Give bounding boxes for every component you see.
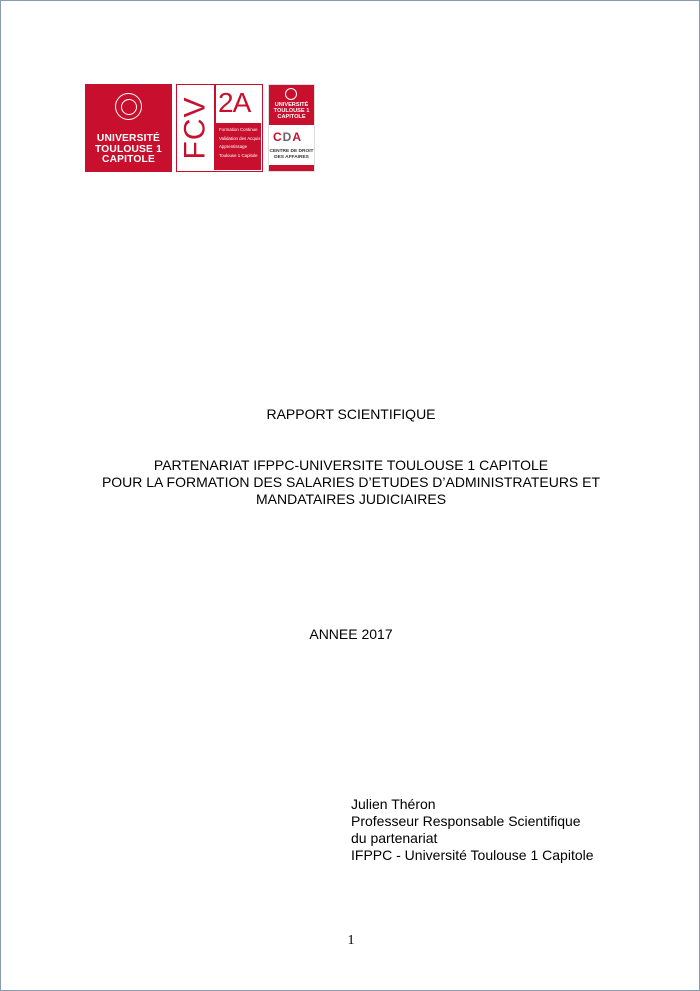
cda-seal-icon (285, 88, 297, 100)
author-role-line-1: Professeur Responsable Scientifique (351, 813, 581, 829)
author-role-line-3: IFPPC - Université Toulouse 1 Capitole (351, 847, 594, 863)
cda-letter-d: D (282, 130, 293, 144)
ut1-logo-line-1: UNIVERSITÉ (96, 133, 161, 144)
fcv-service-3: Apprentissage (219, 144, 248, 149)
cda-letters (273, 130, 302, 144)
fcv-letters: FCV (178, 96, 211, 159)
fcv2a-logo (176, 84, 263, 172)
fcv-2a-letters: 2A (218, 87, 251, 118)
report-title (1, 457, 700, 508)
cda-letter-c: C (273, 130, 283, 144)
cda-letter-a: A (292, 130, 303, 144)
cda-centre-line-2: DES AFFAIRES (274, 154, 309, 160)
author-block (351, 796, 594, 864)
fcv-services-box (216, 123, 261, 170)
ut1-logo-line-3: CAPITOLE (102, 154, 155, 165)
cda-logo-header (269, 85, 314, 125)
report-title-line-1: PARTENARIAT IFPPC-UNIVERSITE TOULOUSE 1 CAPITOLE (153, 457, 549, 473)
cda-logo (268, 84, 315, 172)
report-title-line-3: MANDATAIRES JUDICIAIRES (255, 491, 447, 507)
cda-bottom-stripe (269, 165, 314, 171)
report-year: ANNEE 2017 (309, 626, 393, 642)
author-role-line-2: du partenariat (351, 830, 438, 846)
cda-university-line-3: CAPITOLE (277, 114, 306, 120)
ut1-logo (85, 84, 172, 172)
cda-university-line-1: UNIVERSITÉ (274, 102, 309, 108)
author-name: Julien Théron (351, 796, 436, 812)
fcv-service-2: Validation des Acquis (219, 135, 261, 141)
university-seal-icon (115, 93, 142, 120)
cda-centre-line-1: CENTRE DE DROIT (269, 149, 314, 154)
page-number: 1 (347, 933, 355, 948)
fcv-service-4: Toulouse 1 Capitole (219, 152, 258, 158)
ut1-logo-line-2: TOULOUSE 1 (95, 143, 162, 155)
report-title-line-2: POUR LA FORMATION DES SALARIES D’ETUDES D’ADMINISTRATEURS ET (101, 474, 601, 490)
report-type: RAPPORT SCIENTIFIQUE (266, 406, 436, 422)
cda-university-line-2: TOULOUSE 1 (273, 108, 310, 114)
fcv-service-1: Formation Continue (219, 127, 258, 132)
